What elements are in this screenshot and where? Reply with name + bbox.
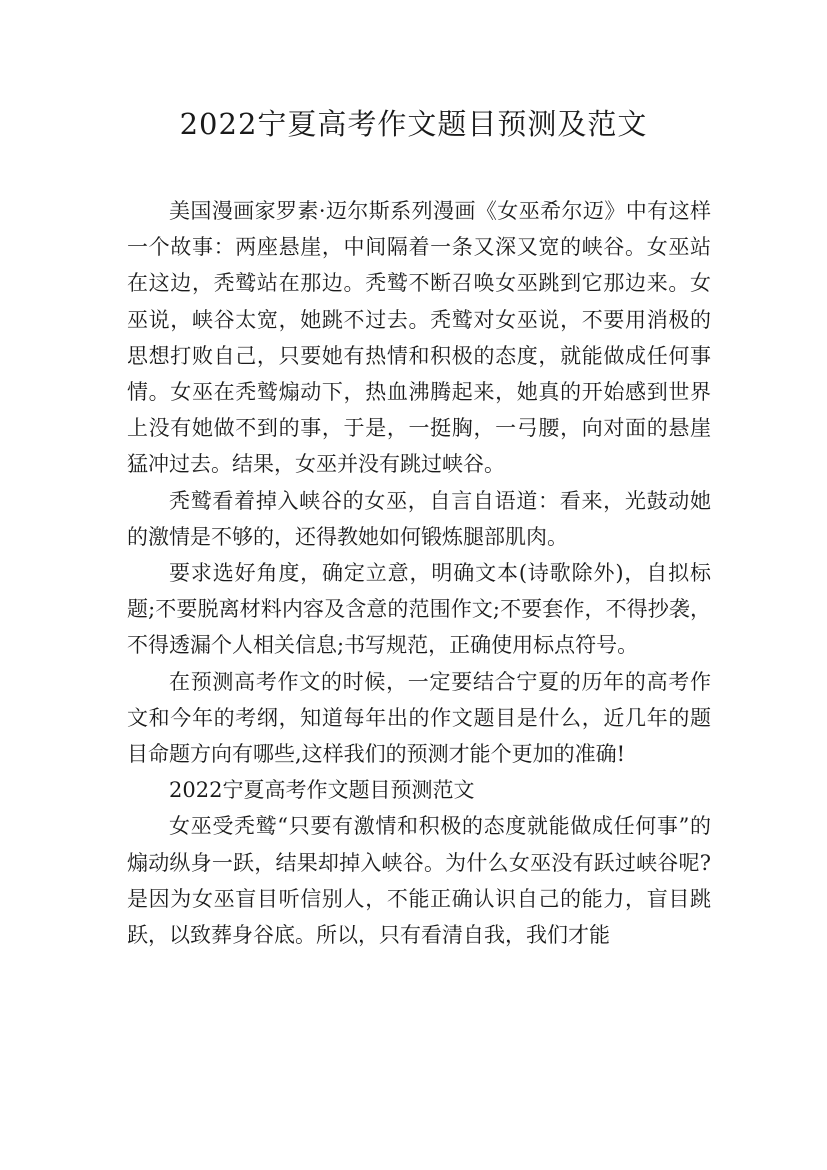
- paragraph-requirements: 要求选好角度，确定立意，明确文本(诗歌除外)，自拟标题;不要脱离材料内容及含意的范围作文;不要套作，不得抄袭，不得透漏个人相关信息;书写规范，正确使用标点符号。: [127, 561, 711, 658]
- document-title: 2022宁夏高考作文题目预测及范文: [179, 107, 648, 141]
- paragraph-story: 美国漫画家罗素·迈尔斯系列漫画《女巫希尔迈》中有这样一个故事：两座悬崖，中间隔着一条又深又宽的峡谷。女巫站在这边，秃鹫站在那边。秃鹫不断召唤女巫跳到它那边来。女巫说，峡谷太宽，她跳不过去。秃鹫对女巫说，不要用消极的思想打败自己，只要她有热情和积极的态度，就能做成任何事情。女巫在秃鹫煽动下，热血沸腾起来，她真的开始感到世界上没有她做不到的事，于是，一挺胸，一弓腰，向对面的悬崖猛冲过去。结果，女巫并没有跳过峡谷。: [127, 199, 711, 477]
- paragraph-prediction-note: 在预测高考作文的时候，一定要结合宁夏的历年的高考作文和今年的考纲，知道每年出的作文题目是什么，近几年的题目命题方向有哪些,这样我们的预测才能个更加的准确!: [127, 669, 711, 767]
- paragraph-essay-opening: 女巫受秃鹫“只要有激情和积极的态度就能做成任何事”的煽动纵身一跃，结果却掉入峡谷。为什么女巫没有跃过峡谷呢?是因为女巫盲目听信别人，不能正确认识自己的能力，盲目跳跃，以致葬身谷底。所以，只有看清自我，我们才能: [127, 814, 711, 948]
- document-body: [127, 193, 711, 953]
- paragraph-vulture-remark: 秃鹫看着掉入峡谷的女巫，自言自语道：看来，光鼓动她的激情是不够的，还得教她如何锻炼腿部肌肉。: [127, 488, 711, 549]
- essay-subheading: 2022宁夏高考作文题目预测范文: [169, 778, 475, 803]
